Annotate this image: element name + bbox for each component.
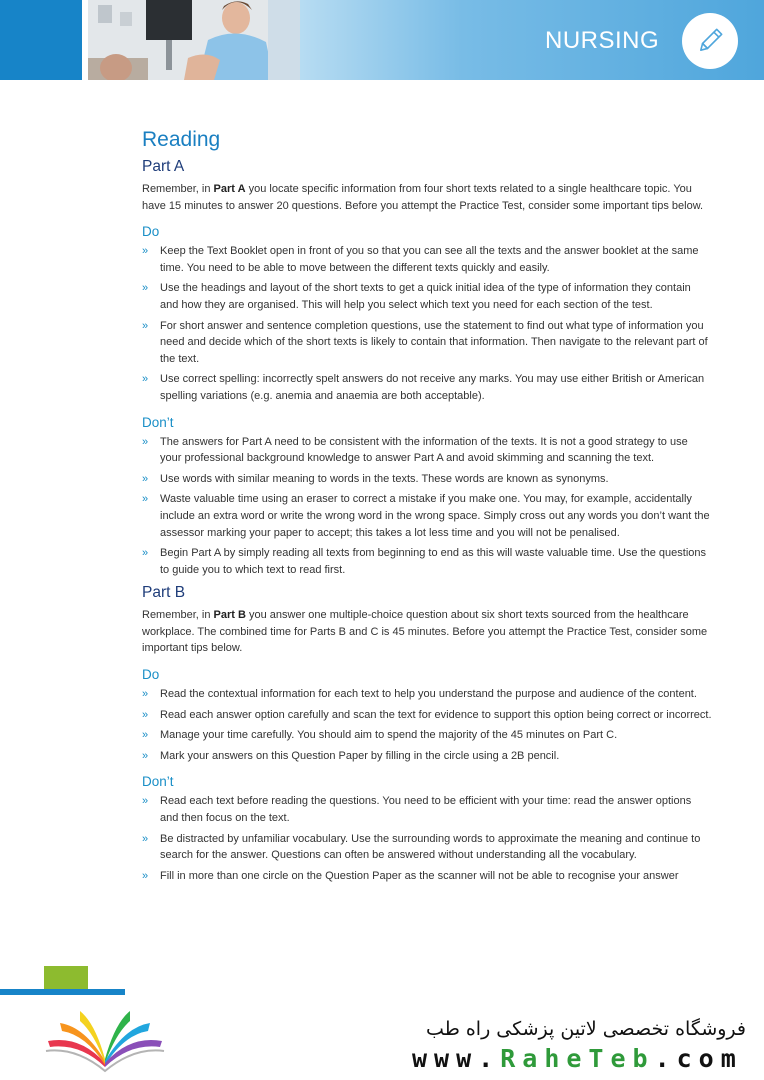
list-item-text: Read the contextual information for each text to help you understand the purpose and audience of the content. [160,688,697,701]
intro-text: Remember, in [142,183,214,195]
intro-text: you answer one multiple-choice question about six short texts sourced from the healthcare workplace. The combined time for Parts B and C is 45 minutes. Before you attempt the Practice Test, consider some important tips below. [142,609,708,655]
list-item-text: Use the headings and layout of the short texts to get a quick initial idea of the type of information they contain and how they are organised. This will help you select which text you need for each section of the test. [160,282,691,311]
list-item-text: Read each text before reading the questions. You need to be efficient with your time: read the answer options and then focus on the text. [160,795,692,825]
bullet-chevron: » [142,245,149,258]
part-a-dont-heading: Don’t [142,414,174,430]
list-item-text: Use correct spelling: incorrectly spelt answers do not receive any marks. You may use either British or American spelling variations (e.g. anemia and anaemia are both acceptable). [160,373,705,402]
list-item [142,471,712,488]
main-content [142,128,712,888]
list-item-text: For short answer and sentence completion questions, use the statement to find out what type of information you need and decide which of the short texts is likely to contain that information. Then navigate to the relevant part of the text. [160,319,708,365]
part-b-intro [142,607,712,657]
part-b-dont-list [142,793,712,884]
list-item [142,243,712,276]
part-a-do-list [142,243,712,404]
pencil-icon [695,26,725,56]
list-item-text: Read each answer option carefully and scan the text for evidence to support this option being correct or incorrect. [160,708,712,721]
list-item-text: Keep the Text Booklet open in front of you so that you can see all the texts and the answer booklet at the same time. You need to be able to move between the different texts quickly and easily. [160,245,699,274]
intro-text: you locate specific information from four short texts related to a single healthcare topic. You have 15 minutes to answer 20 questions. Before you attempt the Practice Test, consider some important tips below. [142,183,704,212]
part-b-do-list [142,686,712,764]
bullet-chevron: » [142,749,149,762]
store-name: فروشگاه تخصصی لاتین پزشکی راه طب [426,1018,746,1040]
list-item [142,707,712,724]
page-heading: Reading [142,128,221,151]
url-suffix: .com [654,1044,743,1073]
list-item-text: Manage your time carefully. You should aim to spend the majority of the 45 minutes on Part C. [160,729,618,742]
part-a-intro [142,181,712,214]
page-header [0,0,764,80]
pencil-badge [682,13,738,69]
list-item [142,280,712,313]
part-b-heading: Part B [142,584,186,602]
header-photo [88,0,303,80]
list-item-text: Use words with similar meaning to words in the texts. These words are known as synonyms. [160,472,609,485]
bullet-chevron: » [142,688,149,701]
bullet-chevron: » [142,795,149,808]
list-item [142,491,712,541]
url-brand: RaheTeb [500,1044,655,1073]
list-item-text: The answers for Part A need to be consistent with the information of the texts. It is not a good strategy to use your professional background knowledge to answer Part A and avoid skimming and scanning the text. [160,435,688,465]
intro-bold: Part A [213,183,246,195]
bullet-chevron: » [142,547,149,560]
list-item [142,371,712,404]
bullet-chevron: » [142,282,149,295]
list-item-text: Fill in more than one circle on the Question Paper as the scanner will not be able to recognise your answer [160,869,679,882]
list-item [142,868,712,885]
list-item-text: Be distracted by unfamiliar vocabulary. Use the surrounding words to approximate the meaning and continue to search for the answer. Questions can often be answered without understanding all the vocabulary. [160,832,701,862]
book-logo-icon [40,1005,170,1077]
list-item [142,727,712,744]
list-item-text: Waste valuable time using an eraser to correct a mistake if you make one. You may, for example, accidentally include an extra word or write the wrong word in the wrong space. Simply cross out any words you don’t want the assessor marking your paper to accept; this takes a lot less time and you will not be penalised. [160,493,710,539]
list-item [142,793,712,826]
nurse-photo-illustration [88,0,303,80]
list-item [142,434,712,467]
list-item [142,686,712,703]
part-b-do-heading: Do [142,667,160,683]
list-item-text: Begin Part A by simply reading all texts from beginning to end as this will waste valuable time. Use the questions to guide you to which text to read first. [160,547,707,576]
intro-text: Remember, in [142,609,214,622]
bullet-chevron: » [142,832,149,845]
part-b-dont-heading: Don’t [142,774,174,790]
bullet-chevron: » [142,708,149,721]
list-item [142,545,712,578]
bullet-chevron: » [142,373,149,386]
section-title: NURSING [545,27,660,54]
bullet-chevron: » [142,729,149,742]
bullet-chevron: » [142,869,149,882]
bullet-chevron: » [142,319,149,332]
list-item [142,748,712,765]
bullet-chevron: » [142,435,149,448]
part-a-heading: Part A [142,158,185,175]
intro-bold: Part B [213,609,246,622]
url-prefix: www. [412,1044,501,1073]
part-a-dont-list [142,434,712,579]
header-blue-block [0,0,82,80]
part-a-do-heading: Do [142,224,160,240]
list-item [142,831,712,864]
list-item [142,318,712,368]
bullet-chevron: » [142,493,149,506]
bullet-chevron: » [142,472,149,485]
store-url[interactable] [412,1044,743,1073]
list-item-text: Mark your answers on this Question Paper by filling in the circle using a 2B pencil. [160,749,560,762]
